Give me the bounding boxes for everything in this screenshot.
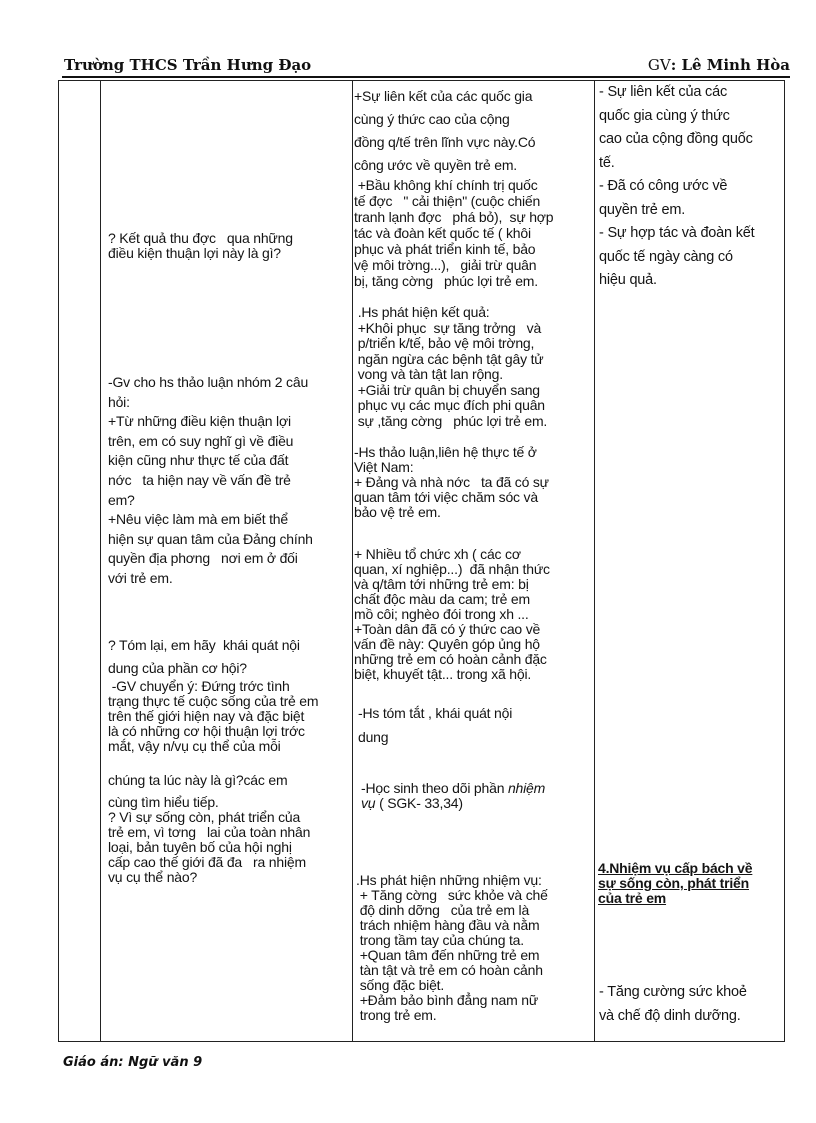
summary-question: ? Tóm lại, em hãy khái quát nội dung của phần cơ hội? — [108, 637, 300, 676]
teacher-prefix: GV — [647, 56, 671, 74]
gv-transition: -GV chuyển ý: Đứng trớc tình trạng thực tế cuộc sống của trẻ em trên thế giới hiện nay và đặc biệt là có những cơ hội thuận lợi trớc mắt, vậy n/vụ cụ thể của mỗi — [108, 678, 319, 754]
answer-tasks: .Hs phát hiện những nhiệm vụ: + Tăng cờng sức khỏe và chế độ dinh dỡng của trẻ em là trách nhiệm hàng đầu và nằm trong tầm tay của chúng ta. +Quan tâm đến những trẻ em tàn tật và trẻ em có hoàn cảnh sống đặc biệt. +Đảm bảo bình đẳng nam nữ trong trẻ em. — [356, 872, 548, 1023]
survival-question: ? Vì sự sống còn, phát triển của trẻ em, vì tơng lai của toàn nhân loại, bản tuyên bố của hội nghị cấp cao thế giới đã đa ra nhiệm vụ cụ thể nào? — [108, 809, 311, 885]
teacher-name: : Lê Minh Hòa — [670, 56, 790, 74]
teacher-label — [648, 56, 790, 74]
key-points: - Sự liên kết của các quốc gia cùng ý thức cao của cộng đồng quốc tế. - Đã có công ước về quyền trẻ em. - Sự hợp tác và đoàn kết quốc tế ngày càng có hiệu quả. — [599, 84, 755, 288]
follow-text: -Học sinh theo dõi phần — [361, 780, 508, 796]
school-name: Trường THCS Trần Hưng Đạo — [64, 56, 312, 74]
section-4-title: 4.Nhiệm vụ cấp bách về sự sống còn, phát triển của trẻ em — [598, 860, 753, 906]
gv-transition-cont: chúng ta lúc này là gì?các em cùng tìm hiểu tiếp. — [108, 772, 288, 810]
column-divider-2 — [352, 81, 353, 1041]
answer-summary: -Hs tóm tắt , khái quát nội dung — [358, 705, 513, 745]
discussion-prompt: -Gv cho hs thảo luận nhóm 2 câu hỏi: +Từ những điều kiện thuận lợi trên, em có suy nghĩ gì về điều kiện cũng như thực tế của đất nớc ta hiện nay về vấn đề trẻ em? +Nêu việc làm mà em biết thể hiện sự quan tâm của Đảng chính quyền địa phơng nơi em ở đối với trẻ em. — [108, 374, 313, 586]
answer-organizations: + Nhiều tổ chức xh ( các cơ quan, xí nghiệp...) đã nhận thức và q/tâm tới những trẻ em: bị chất độc màu da cam; trẻ em mồ côi; nghèo đói trong xh ... +Toàn dân đã có ý thức cao về vấn đề này: Quyên góp ủng hộ những trẻ em có hoàn cảnh đặc biệt, khuyết tật... trong xã hội. — [354, 546, 550, 682]
follow-italic: nhiệm vụ — [361, 780, 546, 811]
answer-follow — [361, 781, 545, 811]
column-divider-1 — [100, 81, 101, 1041]
header-rule — [62, 76, 790, 78]
point-health: - Tăng cường sức khoẻ và chế độ dinh dưỡng. — [599, 984, 747, 1024]
column-divider-3 — [594, 81, 595, 1041]
lesson-table — [58, 80, 785, 1042]
footer-label: Giáo án: Ngữ văn 9 — [63, 1055, 203, 1070]
question-result: ? Kết quả thu đợc qua những điều kiện thuận lợi này là gì? — [108, 230, 293, 261]
page-header — [62, 56, 790, 76]
answer-climate: +Bầu không khí chính trị quốc tế đợc " cải thiện" (cuộc chiến tranh lạnh đợc phá bỏ), sự hợp tác và đoàn kết quốc tế ( khôi phục và phát triển kinh tế, bảo vệ môi trờng...), giải trừ quân bị, tăng cờng phúc lợi trẻ em. — [354, 177, 554, 289]
answer-results: .Hs phát hiện kết quả: +Khôi phục sự tăng trởng và p/triển k/tế, bảo vệ môi trờng, ngăn ngừa các bệnh tật gây tử vong và tàn tật lan rộng. +Giải trừ quân bị chuyển sang phục vụ các mục đích phi quân sự ,tăng cờng phúc lợi trẻ em. — [357, 304, 548, 429]
answer-links: +Sự liên kết của các quốc gia cùng ý thức cao của cộng đồng q/tế trên lĩnh vực này.Có công ước về quyền trẻ em. — [354, 88, 536, 173]
follow-ref: ( SGK- 33,34) — [375, 795, 463, 811]
answer-discuss: -Hs thảo luận,liên hệ thực tế ở Việt Nam: + Đảng và nhà nớc ta đã có sự quan tâm tới việc chăm sóc và bảo vệ trẻ em. — [354, 444, 549, 520]
